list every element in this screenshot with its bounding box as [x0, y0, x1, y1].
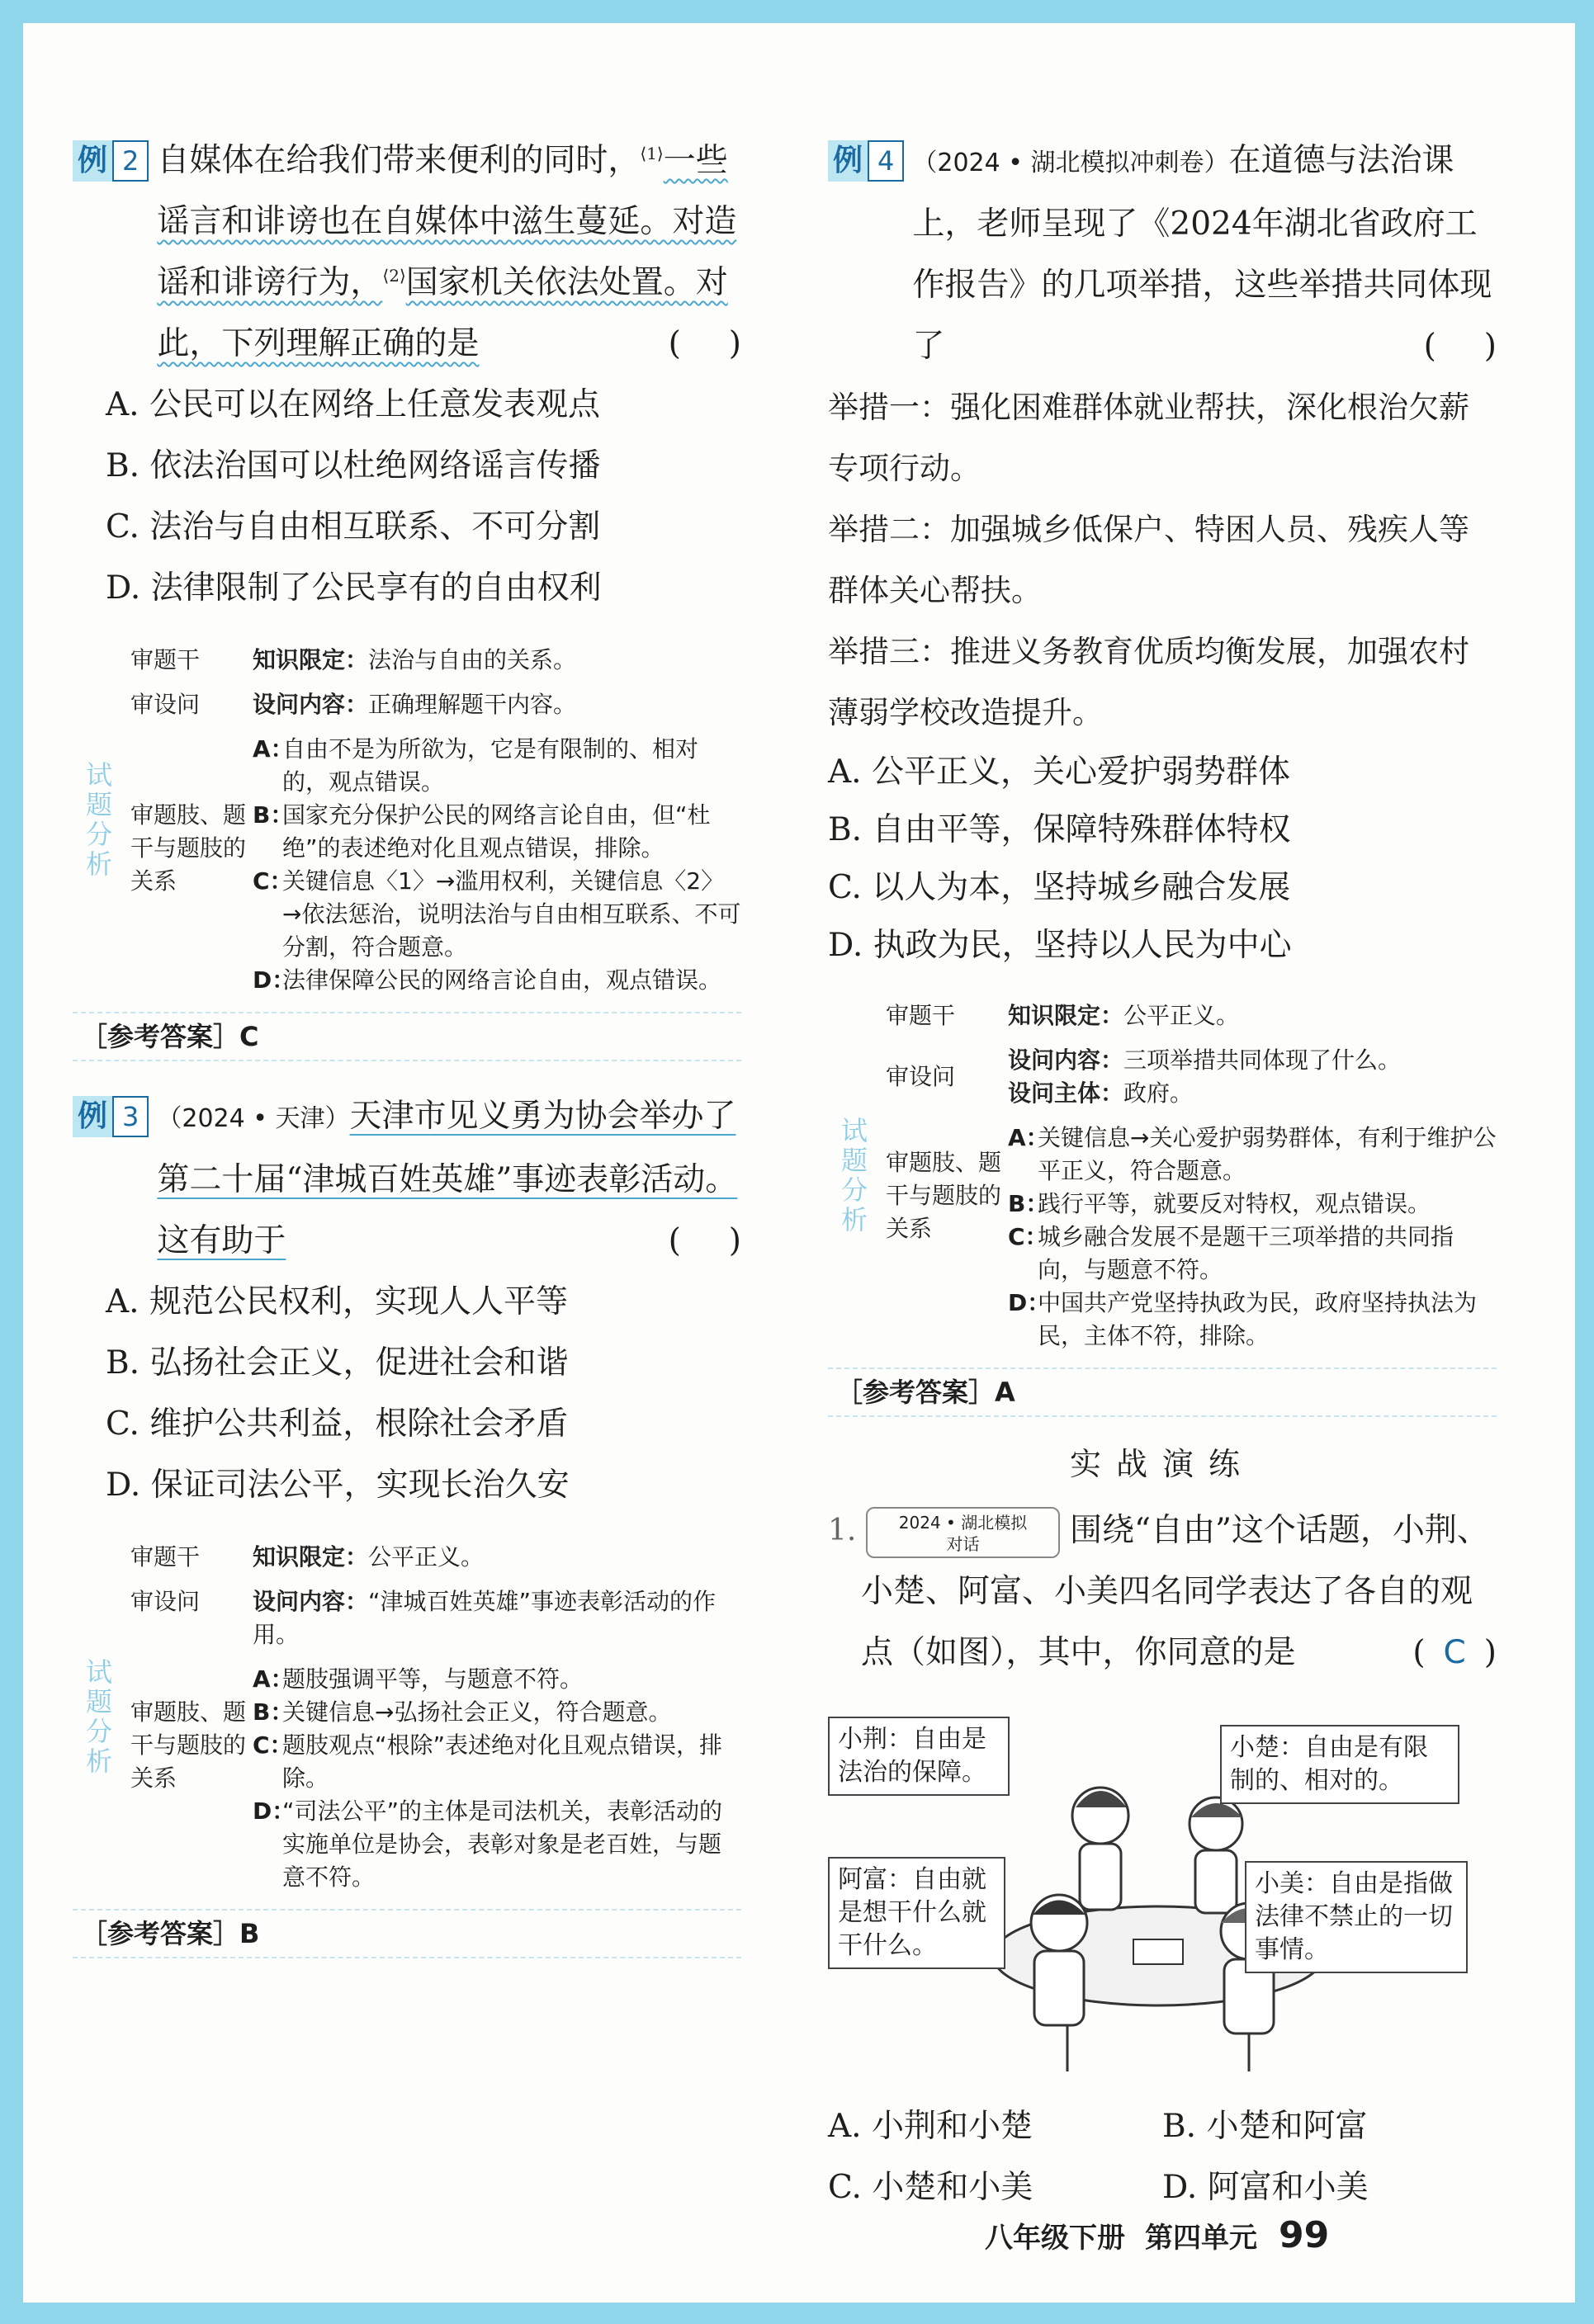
right-column: [828, 130, 1544, 2218]
option-c: C. 维护公共利益，根除社会矛盾: [106, 1405, 569, 1443]
option-b: B. 依法治国可以杜绝网络谣言传播: [106, 447, 601, 484]
example-2: [73, 130, 789, 1061]
option-b: B. 自由平等，保障特殊群体特权: [828, 811, 1291, 848]
option-a: A. 规范公民权利，实现人人平等: [106, 1283, 568, 1320]
option-c: C. 法治与自由相互联系、不可分割: [106, 508, 601, 546]
option-d: D. 阿富和小美: [1162, 2169, 1369, 2206]
question-1: 1. 2024 • 湖北模拟 对话 围绕“自由”这个话题，小荆、小楚、阿富、小美四名同学表达了各自的观点（如图），其中，你同意的是 ( C ): [828, 1500, 1497, 1684]
analysis-side-label: 试题分析: [82, 761, 113, 880]
analysis-side-label: 试题分析: [837, 1117, 868, 1235]
footer-grade: 八年级下册: [985, 2222, 1125, 2255]
left-column: [73, 130, 789, 1958]
bubble-afu: 阿富：自由就是想干什么就干什么。: [828, 1857, 1005, 1969]
bubble-xiaomei: 小美：自由是指做法律不禁止的一切事情。: [1245, 1861, 1468, 1973]
reference-answer: ［参考答案］C: [73, 1012, 741, 1061]
practice-section: [828, 1438, 1497, 2218]
analysis-box: 试题分析 审题干 知识限定：法治与自由的关系。 审设问 设问内容：正确理解题干内容。 审题肢、题干与题肢的关系 A： 自由不是为所欲为，它是有限制的、相对的，观点错误。 B： 国家充分保护公民的网络言论自由，但“杜绝”的表述绝对化且观点错误，排除。 C： 关键信息〈1〉→滥用权利，关键信息〈2〉→依法惩治，说明法治与自由相互联系、不可分割，符合题意。 D： 法律保障公民的网络言论自由，观点错误。: [73, 644, 741, 997]
example-2-tag: 例 2: [73, 140, 149, 182]
answer-paren: (): [1423, 328, 1544, 365]
reference-answer: ［参考答案］B: [73, 1909, 741, 1958]
bubble-xiaojing: 小荆：自由是法治的保障。: [828, 1717, 1010, 1796]
option-c: C. 以人为本，坚持城乡融合发展: [828, 869, 1291, 906]
option-b: B. 小楚和阿富: [1162, 2108, 1368, 2145]
example-4-stem: （2024 • 湖北模拟冲刺卷）在道德与法治课上，老师呈现了《2024年湖北省政府工作报告》的几项举措，这些举措共同体现了 (): [912, 130, 1497, 377]
answer-paren: (): [668, 1222, 789, 1259]
option-b: B. 弘扬社会正义，促进社会和谐: [106, 1344, 569, 1382]
measure-2: 举措二：加强城乡低保户、特困人员、残疾人等群体关心帮扶。: [828, 512, 1469, 608]
example-2-stem: 自媒体在给我们带来便利的同时，$^{⟨1⟩}$一些谣言和诽谤也在自媒体中滋生蔓延。对造谣和诽谤行为，$^{⟨2⟩}$国家机关依法处置。对此，下列理解正确的是 (): [157, 130, 741, 375]
answer-paren: (): [668, 325, 789, 362]
students-discussion-illustration: [828, 1717, 1472, 2080]
option-d: D. 执政为民，坚持以人民为中心: [828, 927, 1292, 964]
analysis-box: 试题分析 审题干 知识限定：公平正义。 审设问 设问内容：“津城百姓英雄”事迹表彰活动的作用。 审题肢、题干与题肢的关系 A： 题肢强调平等，与题意不符。 B： 关键信息→弘扬社会正义，符合题意。 C： 题肢观点“根除”表述绝对化且观点错误，排除。 D： “司法公平”的主体是司法机关，表彰活动的实施单位是协会，表彰对象是老百姓，与题意不符。: [73, 1541, 741, 1894]
example-4-tag: 例 4: [828, 140, 904, 182]
measure-1: 举措一：强化困难群体就业帮扶，深化根治欠薪专项行动。: [828, 390, 1469, 486]
option-a: A. 公民可以在网络上任意发表观点: [106, 386, 600, 423]
section-title: 实战演练: [1069, 1446, 1255, 1482]
analysis-box: 试题分析 审题干 知识限定：公平正义。 审设问 设问内容：三项举措共同体现了什么。 设问主体：政府。 审题肢、题干与题肢的关系 A： 关键信息→关心爱护弱势群体，有利于维护公平正义，符合题意。 B： 践行平等，就要反对特权，观点错误。 C： 城乡融合发展不是题干三项举措的共同指向，与题意不符。 D： 中国共产党坚持执政为民，政府坚持执法为民，主体不符，排除。: [828, 999, 1497, 1353]
question-1-options: [828, 2096, 1497, 2218]
measure-3: 举措三：推进义务教育优质均衡发展，加强农村薄弱学校改造提升。: [828, 634, 1469, 730]
question-source-tag: 2024 • 湖北模拟 对话: [866, 1507, 1060, 1558]
example-3: [73, 1086, 789, 1958]
bubble-xiaochu: 小楚：自由是有限制的、相对的。: [1220, 1725, 1459, 1804]
example-3-tag: 例 3: [73, 1096, 149, 1137]
answer-paren: ( C ): [1412, 1634, 1497, 1671]
page-number: 99: [1279, 2214, 1330, 2256]
page-footer: [985, 2214, 1329, 2256]
example-3-stem: （2024 • 天津）天津市见义勇为协会举办了第二十届“津城百姓英雄”事迹表彰活动。这有助于 (): [157, 1086, 741, 1272]
footer-unit: 第四单元: [1145, 2222, 1257, 2255]
analysis-side-label: 试题分析: [82, 1658, 113, 1777]
page: [23, 23, 1575, 2303]
option-c: C. 小楚和小美: [828, 2169, 1033, 2206]
option-d: D. 法律限制了公民享有的自由权利: [106, 569, 602, 607]
option-a: A. 小荆和小楚: [828, 2108, 1033, 2145]
example-4: [828, 130, 1544, 1417]
reference-answer: ［参考答案］A: [828, 1367, 1497, 1417]
option-a: A. 公平正义，关心爱护弱势群体: [828, 753, 1290, 791]
option-d: D. 保证司法公平，实现长治久安: [106, 1467, 570, 1504]
